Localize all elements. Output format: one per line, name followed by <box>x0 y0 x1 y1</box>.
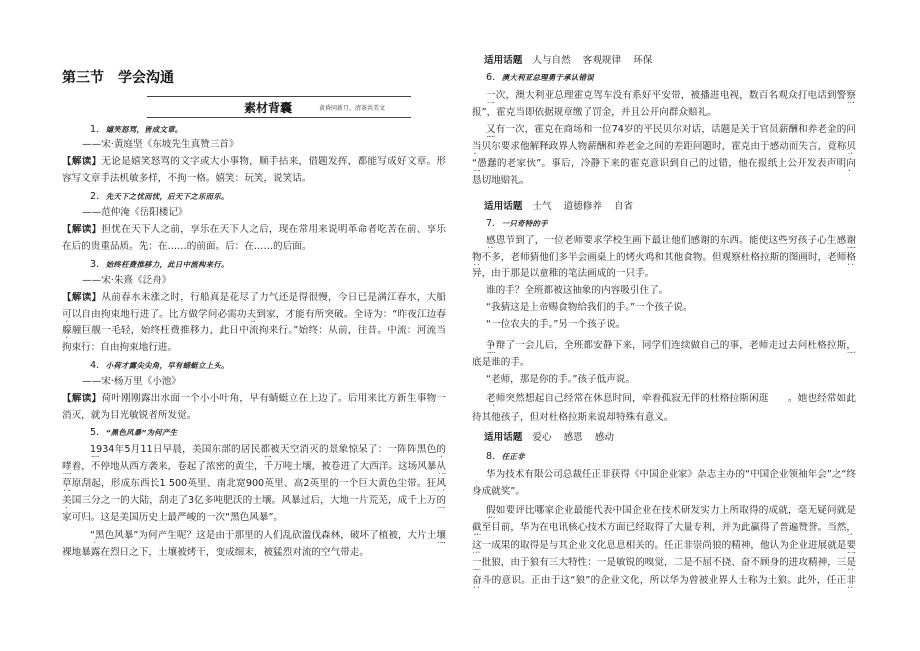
source-line: ——范仲淹《岳阳楼记》 <box>82 207 188 218</box>
item-title: “黑色风暴”为何产生 <box>105 428 178 437</box>
item-number: 5． <box>90 427 106 438</box>
item-title: 嬉笑怒骂，皆成文章。 <box>105 125 183 134</box>
body-line: 恳切地赔礼。 <box>472 175 530 186</box>
body-line: 哮着，不停地从西方袭来，卷起了浓密的黄尘，千万吨土壤，被卷进了大西洋。这场风暴从 <box>62 461 446 472</box>
item-number: 6． <box>486 72 502 83</box>
item-heading <box>486 451 525 463</box>
body-line: 这一成果的取得是与其企业文化息息相关的。任正非崇尚狼的精神，他认为企业进展就是要 <box>472 540 856 551</box>
topic-keyword: 道德修养 <box>563 201 602 212</box>
item-heading <box>90 360 229 372</box>
source-line: ——宋·朱熹《泛舟》 <box>82 275 172 286</box>
item-title: 先天下之忧而忧，后天下之乐而乐。 <box>105 192 229 201</box>
topic-tags-3 <box>484 432 626 444</box>
item-heading <box>486 72 594 84</box>
item-title: 小荷才露尖尖角，早有蜻蜓立上头。 <box>105 361 229 370</box>
interpretation-label: 【解读】 <box>62 292 102 303</box>
body-line <box>62 393 446 406</box>
item-number: 7． <box>486 218 502 229</box>
item-number: 8． <box>486 451 502 462</box>
topic-label: 适用话题 <box>484 55 523 66</box>
topic-keyword: 士气 <box>532 201 552 212</box>
body-line: 争辩了一会儿后，全班都安静下来，同学们连续做自己的事，老师走过去问杜格拉斯， <box>486 340 856 351</box>
body-line: 可以自由拘束地行进了。比方做学问必需功夫到家，才能有所突破。全诗为：“昨夜江边春 <box>62 309 446 320</box>
body-line: “老师，那是你的手。”孩子低声说。 <box>486 374 636 385</box>
body-line: 身成就奖”。 <box>472 486 525 497</box>
item-heading <box>90 124 183 136</box>
interpretation-label: 【解读】 <box>62 156 102 167</box>
item-number: 4． <box>90 360 106 371</box>
topic-keyword: 客观规律 <box>582 55 622 66</box>
body-line: 一批狼，由于狼有三大特性：一是敏锐的嗅觉，二是不屈不挠、奋不顾身的进攻精神，三是 <box>472 557 856 568</box>
source-line: ——宋·杨万里《小池》 <box>82 376 181 387</box>
topic-tags-2 <box>484 201 645 213</box>
body-line: 美国三分之一的大陆，刮走了3亿多吨肥沃的土壤。风暴过后，大地一片荒芜，成千上万的 <box>62 495 446 506</box>
body-line: 底是谁的手。 <box>472 357 530 368</box>
item-title: 始终枉费推移力，此日中流构来行。 <box>105 260 229 269</box>
body-line: 待其他孩子，但对杜格拉斯来说却特殊有意义。 <box>472 412 674 423</box>
topic-keyword: 感动 <box>594 432 614 443</box>
body-line: 谁的手？全班都被这抽象的内容吸引住了。 <box>486 285 669 296</box>
body-line: 在后的贵重品质。先：在……的前面。后：在……的后面。 <box>62 241 312 252</box>
topic-keyword: 爱心 <box>532 432 552 443</box>
body-line: 家可归。这是美国历史上最严峻的一次“黑色风暴”。 <box>62 512 284 523</box>
body-line: 感恩节到了，一位老师要求学校生画下最让他们感谢的东西。能使这些穷孩子心生感谢 <box>486 235 856 246</box>
interpretation-label: 【解读】 <box>62 224 102 235</box>
body-line: “一位农夫的手。”另一个孩子说。 <box>486 319 626 330</box>
body-line: 1934年5月11日早晨，美国东部的居民都被天空消灭的景象惊呆了：一阵阵黑色的 <box>90 444 446 455</box>
banner-title: 素材背囊 <box>244 101 293 115</box>
topic-keyword: 感恩 <box>563 432 583 443</box>
interpretation-text: 荷叶刚刚露出水面一个小小叶角，早有蜻蜓立在上边了。后用来比方新生事物一 <box>101 393 446 404</box>
item-title: 一只奇特的手 <box>501 219 548 228</box>
body-line: 假如要评比哪家企业最能代表中国企业在技术研发实力上所取得的成就，毫无疑问就是 <box>486 505 856 516</box>
banner-subtitle: 黄昏同新月，清茶共美文 <box>319 105 386 112</box>
body-line: 当贝尔要求他解释政界人物薪酬和养老金之间的差距问题时，霍克由于感动而失言，竟称贝 <box>472 141 856 152</box>
body-line: 老师突然想起自己经常在休息时间，牵着孤寂无伴的杜格拉斯闲逛 。她也经常如此 <box>486 393 856 404</box>
item-heading <box>90 191 229 203</box>
body-line: “黑色风暴”为何产生呢？这是由于那里的人们乱砍滥伐森林，破坏了植被，大片土壤 <box>90 530 446 541</box>
topic-label: 适用话题 <box>484 201 523 212</box>
topic-tags-1 <box>484 55 664 67</box>
body-line: 异，由于那是以童稚的笔法画成的一只手。 <box>472 268 655 279</box>
body-line: 容写文章手法机敏多样，不拘一格。嬉笑：玩笑，说笑话。 <box>62 173 312 184</box>
body-line: 又有一次，霍克在商场和一位74岁的平民贝尔对话，话题是关于官员薪酬和养老金的问 <box>486 124 856 135</box>
topic-keyword: 环保 <box>633 55 653 66</box>
interpretation-text: 无论是嬉笑怒骂的文字或大小事物，顺手拈来，借题发挥，都能写成好文章。形 <box>101 156 446 167</box>
interpretation-text: 担忧在天下人之前，享乐在天下人之后，现在常用来说明革命者吃苦在前、享乐 <box>101 224 446 235</box>
body-line: 消灭，就为目光敏锐者所发觉。 <box>62 410 197 421</box>
material-banner <box>147 96 411 118</box>
item-title: 澳大利亚总理勇于承认错误 <box>501 73 594 82</box>
section-title: 第三节 学会沟通 <box>62 70 174 86</box>
item-number: 2． <box>90 191 106 202</box>
item-heading <box>90 259 229 271</box>
body-line <box>62 224 446 237</box>
interpretation-label: 【解读】 <box>62 393 102 404</box>
item-heading <box>486 218 548 230</box>
body-line: 裸地暴露在烈日之下，土壤被烤干，变成细末，被猛烈对流的空气带走。 <box>62 547 369 558</box>
body-line: 艨艟巨舰一毛轻，始终枉费推移力，此日中流拘来行。”始终：从前，往昔。中流：河流当 <box>62 325 446 336</box>
body-line: 拘束行：自由拘束地行进。 <box>62 342 178 353</box>
topic-keyword: 自省 <box>613 201 634 212</box>
body-line: “我猜这是上帝赐食物给我们的手。”一个孩子说。 <box>486 302 693 313</box>
source-line: ——宋·黄庭坚《东坡先生真赞三首》 <box>82 139 239 150</box>
body-line <box>62 292 446 305</box>
item-title: 任正非 <box>501 452 525 461</box>
body-line: 物不多，老师猜他们多半会画桌上的烤火鸡和其他食物。但观察杜格拉斯的图画时，老师格 <box>472 252 856 263</box>
item-number: 1． <box>90 124 106 135</box>
body-line: 截至目前，华为在电讯核心技术方面已经取得了大量专利，并为此赢得了普遍赞誉。当然， <box>472 522 856 533</box>
body-line: 一次，澳大利亚总理霍克驾车没有系好平安带，被播进电视，数百名观众打电话到警察 <box>486 90 856 101</box>
topic-keyword: 人与自然 <box>532 55 571 66</box>
interpretation-text: 从前春水未涨之时，行船真是花尽了力气还是得很慢，今日已是满江春水，大船 <box>101 292 446 303</box>
body-line <box>62 156 446 169</box>
item-number: 3． <box>90 259 106 270</box>
body-line: 华为技术有限公司总裁任正非获得《中国企业家》杂志主办的“中国企业领袖年会”之“终 <box>486 469 856 480</box>
body-line: “愚蠢的老家伙”。事后，冷静下来的霍克意识到自己的过错，他在报纸上公开发表声明向 <box>472 158 856 169</box>
body-line: 奋斗的意识。正由于这“狼”的企业文化，所以华为曾被业界人士称为土狼。此外，任正非 <box>472 575 856 586</box>
body-line: 草原刮起，形成东西长1 500英里、南北宽900英里、高2英里的一个巨大黄色尘带。狂风 <box>62 478 446 489</box>
item-heading <box>90 427 177 439</box>
body-line: 报”，霍克当即依据规章缴了罚金，并且公开向群众赔礼。 <box>472 107 717 118</box>
topic-label: 适用话题 <box>484 432 523 443</box>
